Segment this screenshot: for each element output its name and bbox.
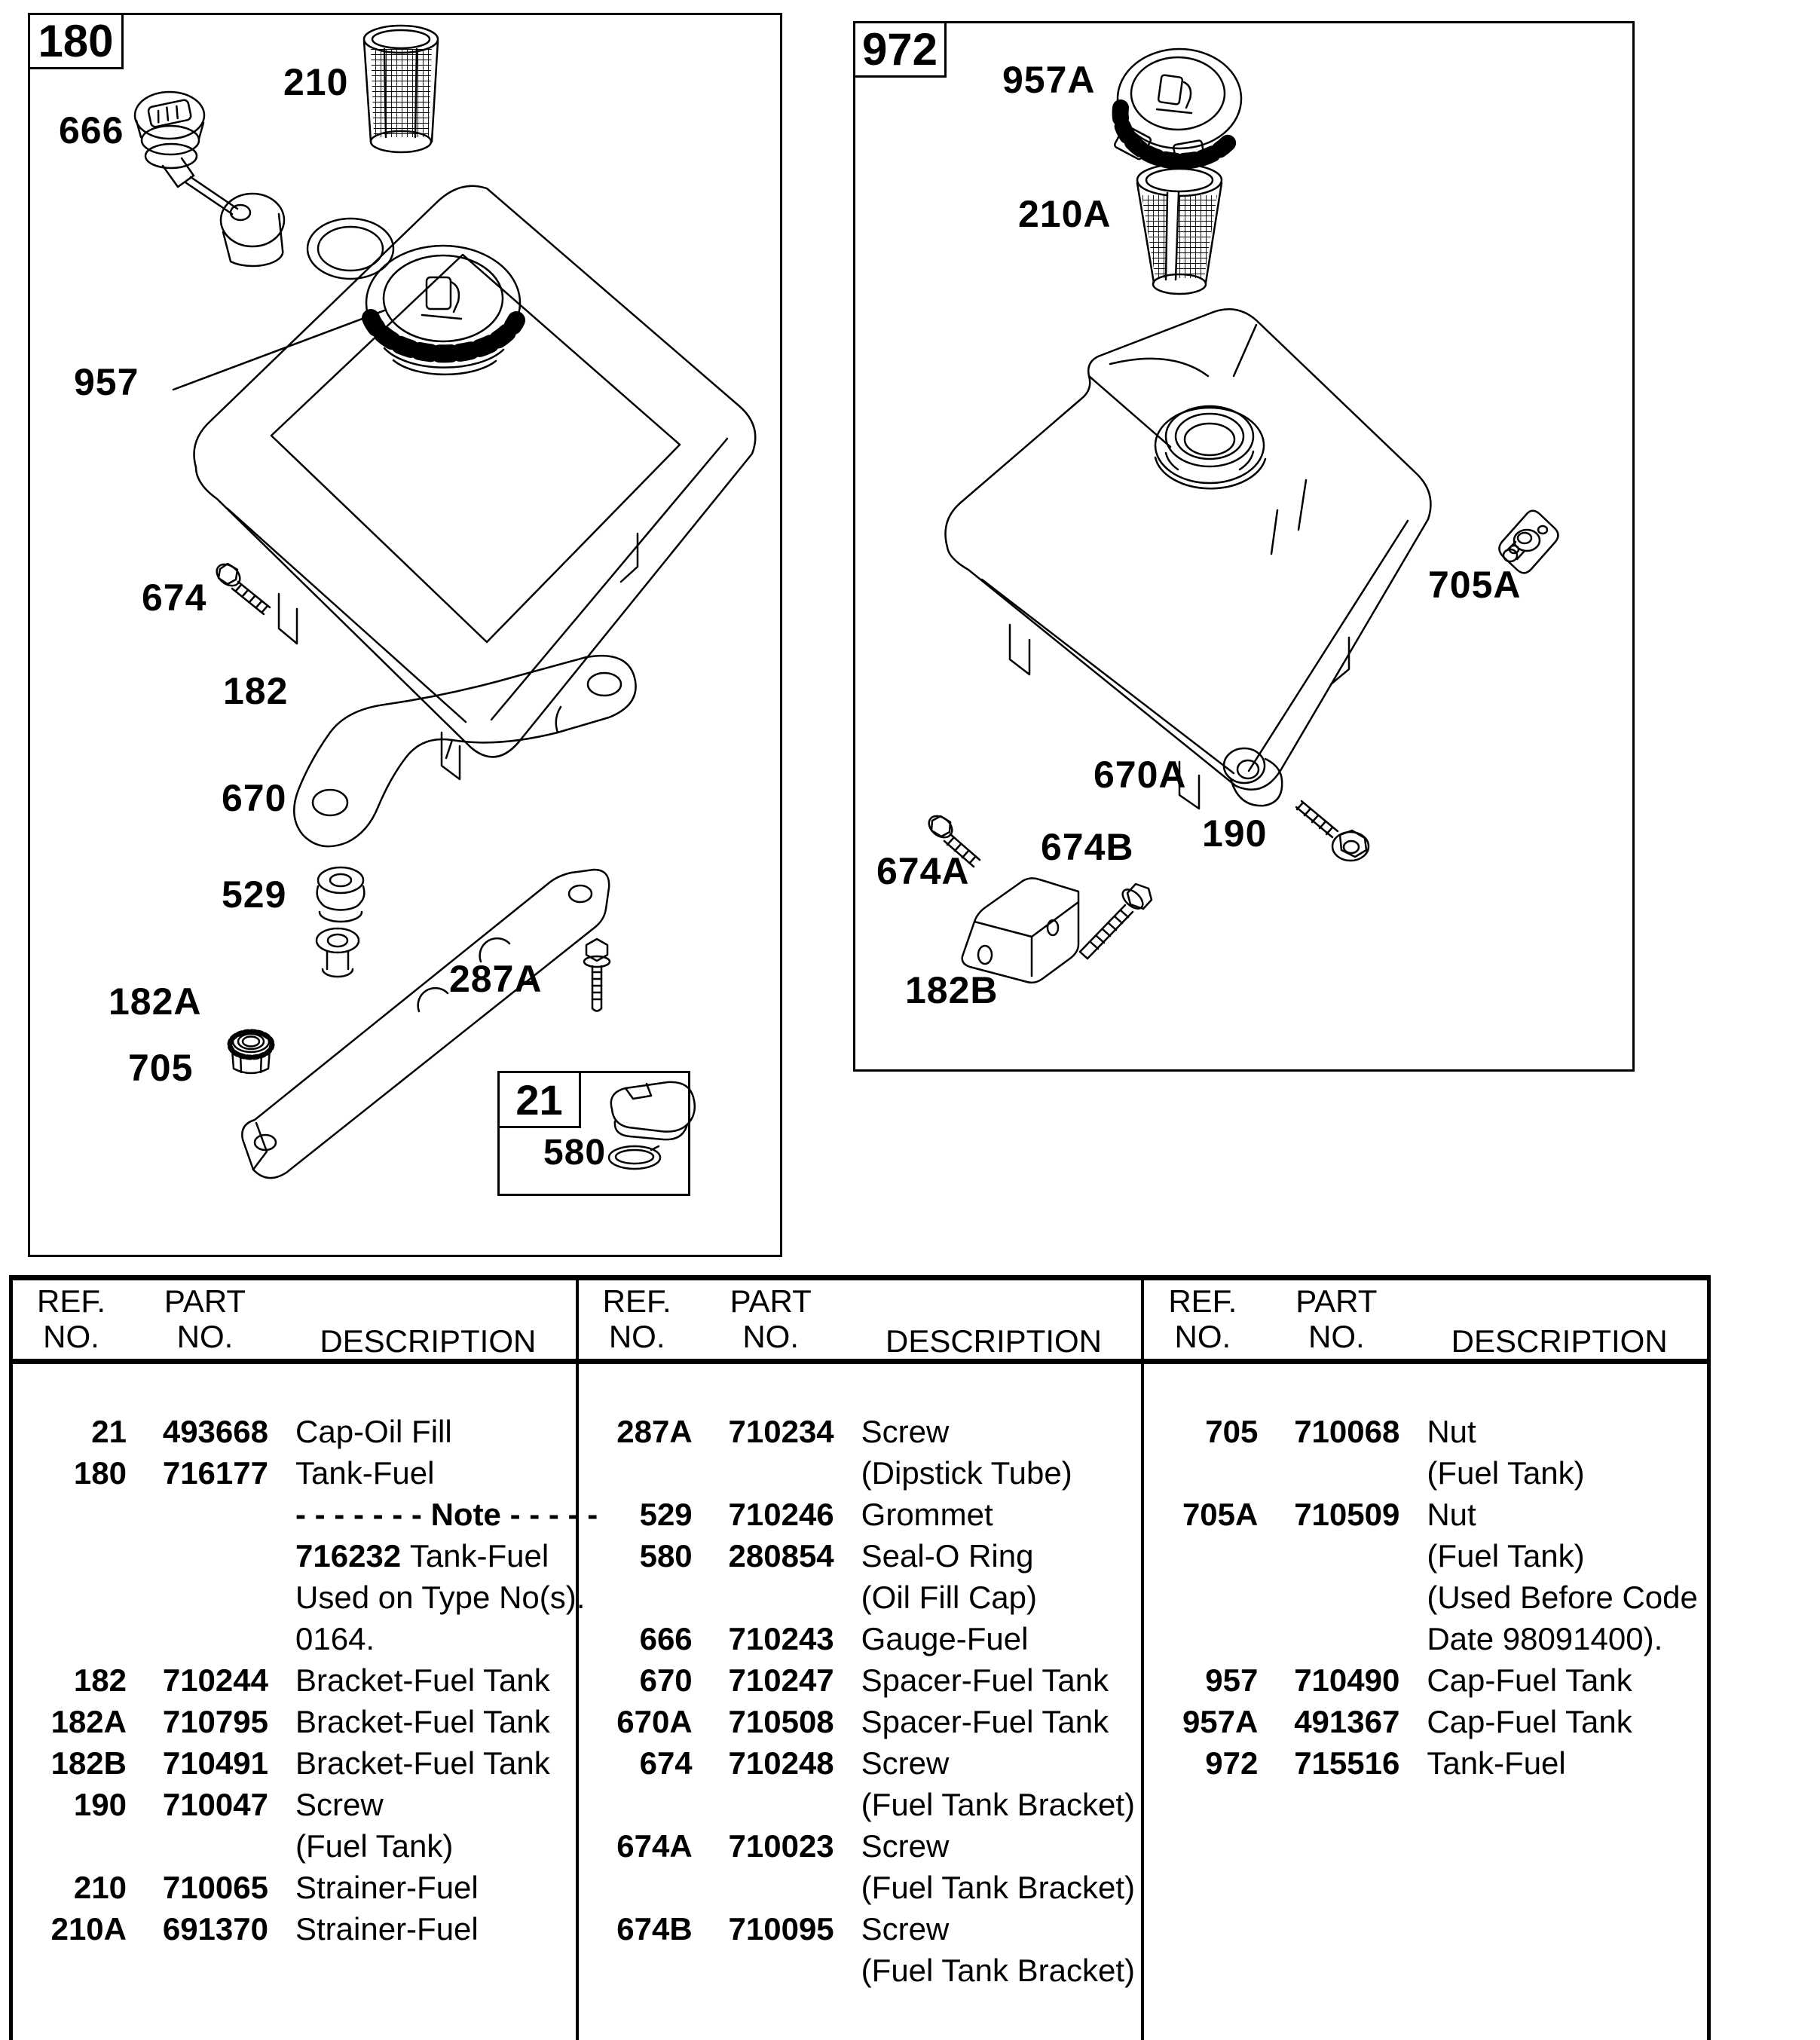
header-ref-line1: REF. [36, 1283, 106, 1319]
ref-no-cell [13, 1494, 130, 1535]
part-no-cell [1261, 1577, 1412, 1618]
ref-no-cell [13, 1618, 130, 1659]
part-no-cell: 710065 [162, 1870, 268, 1905]
callout-210: 210 [283, 61, 349, 103]
inset-box-21 [497, 1071, 690, 1196]
diagram-180-box-label-text: 180 [38, 16, 114, 66]
description-cell: 716232 Tank-Fuel [295, 1538, 549, 1574]
table-row-continuation [579, 1867, 1142, 1908]
header-ref-line2: NO. [608, 1319, 665, 1354]
part-no-cell: 710508 [728, 1704, 834, 1739]
ref-no-cell [1144, 1452, 1261, 1494]
part-no-cell [1261, 1535, 1412, 1577]
description-cell: Bracket-Fuel Tank [295, 1662, 550, 1698]
ref-no-cell: 182B [50, 1745, 127, 1781]
description-cell: Bracket-Fuel Tank [295, 1745, 550, 1781]
header-description-text: DESCRIPTION [885, 1323, 1103, 1359]
callout-705a: 705A [1428, 564, 1522, 606]
ref-no-cell: 180 [73, 1455, 127, 1491]
table-row [579, 1908, 1142, 1950]
table-row [13, 1411, 576, 1452]
ref-no-cell [13, 1577, 130, 1618]
part-no-cell: 710068 [1294, 1414, 1400, 1449]
ref-no-cell: 210A [50, 1911, 127, 1947]
ref-no-cell: 705 [1205, 1414, 1259, 1449]
table-row-continuation [13, 1535, 576, 1577]
ref-no-cell [579, 1577, 696, 1618]
table-row [579, 1742, 1142, 1784]
part-no-cell: 710491 [162, 1745, 268, 1781]
header-ref-no [13, 1283, 130, 1359]
part-no-cell: 710243 [728, 1621, 834, 1656]
table-body-column-3 [1144, 1364, 1707, 1784]
callout-674b: 674B [1041, 826, 1134, 868]
table-row [579, 1659, 1142, 1701]
ref-no-cell [1144, 1577, 1261, 1618]
header-part-line2: NO. [1308, 1319, 1365, 1354]
description-cell: Screw [861, 1745, 950, 1781]
ref-no-cell [579, 1867, 696, 1908]
header-description [280, 1283, 576, 1359]
table-row-continuation [13, 1494, 598, 1535]
callout-182b: 182B [905, 969, 999, 1011]
callout-287a: 287A [449, 958, 543, 1000]
callout-190: 190 [1202, 812, 1268, 855]
part-no-cell: 710023 [728, 1828, 834, 1864]
header-ref-line2: NO. [43, 1319, 99, 1354]
table-row [13, 1908, 576, 1950]
callout-210a: 210A [1018, 193, 1112, 235]
description-cell: Used on Type No(s). [295, 1580, 586, 1615]
ref-no-cell: 580 [639, 1538, 693, 1574]
callout-957-leader-line [173, 310, 384, 390]
description-cell: (Fuel Tank) [1427, 1455, 1585, 1491]
description-cell: (Oil Fill Cap) [861, 1580, 1038, 1615]
inset-box-21-label [497, 1071, 581, 1128]
part-no-cell: 710795 [162, 1704, 268, 1739]
table-row-continuation [13, 1618, 576, 1659]
ref-no-cell [13, 1825, 130, 1867]
ref-no-cell: 529 [639, 1497, 693, 1532]
ref-no-cell: 666 [639, 1621, 693, 1656]
description-cell: Strainer-Fuel [295, 1870, 479, 1905]
diagram-972-box-label [853, 21, 947, 78]
nut-705-drawing [230, 1031, 272, 1073]
screw-287a-drawing [584, 939, 610, 1011]
fuel-cap-957a-drawing [1114, 49, 1241, 167]
description-cell: Cap-Fuel Tank [1427, 1704, 1632, 1739]
parts-table [9, 1275, 1711, 2040]
callout-670: 670 [222, 777, 287, 819]
description-cell: Gauge-Fuel [861, 1621, 1029, 1656]
header-ref-no [1144, 1283, 1261, 1359]
table-row-continuation [13, 1577, 586, 1618]
table-row [13, 1742, 576, 1784]
header-part-line1: PART [164, 1283, 246, 1319]
ref-no-cell [579, 1950, 696, 1991]
part-no-cell [130, 1494, 280, 1535]
bracket-182b-drawing [962, 878, 1078, 983]
description-cell: Spacer-Fuel Tank [861, 1704, 1109, 1739]
description-cell: (Fuel Tank) [1427, 1538, 1585, 1574]
header-part-no [696, 1283, 846, 1359]
callout-580: 580 [543, 1133, 607, 1173]
table-row-continuation [579, 1577, 1142, 1618]
table-row-continuation [1144, 1618, 1707, 1659]
table-row-continuation [1144, 1535, 1707, 1577]
description-cell: - - - - - - - Note - - - - - [295, 1497, 598, 1532]
part-no-cell [1261, 1452, 1412, 1494]
description-cell: Screw [861, 1414, 950, 1449]
table-row [13, 1659, 576, 1701]
part-no-cell [130, 1618, 280, 1659]
diagram-180-box-label [28, 13, 124, 69]
description-cell: Nut [1427, 1497, 1476, 1532]
callout-957: 957 [74, 361, 139, 403]
ref-no-cell: 210 [73, 1870, 127, 1905]
table-row-continuation [13, 1825, 576, 1867]
callout-674a: 674A [876, 850, 970, 892]
header-description [1412, 1283, 1707, 1359]
parts-table-column-1 [13, 1280, 598, 2040]
table-body-column-1 [13, 1364, 598, 1950]
part-no-cell: 710490 [1294, 1662, 1400, 1698]
spacer-670-drawing [317, 928, 359, 977]
screw-674-drawing [213, 560, 270, 614]
exploded-diagram-180 [28, 13, 782, 1257]
ref-no-cell: 674 [639, 1745, 693, 1781]
ref-no-cell: 957 [1205, 1662, 1259, 1698]
ref-no-cell [13, 1535, 130, 1577]
ref-no-cell: 957A [1182, 1704, 1259, 1739]
ref-no-cell [579, 1784, 696, 1825]
header-part-no [130, 1283, 280, 1359]
description-cell: Bracket-Fuel Tank [295, 1704, 550, 1739]
part-no-cell [696, 1452, 846, 1494]
part-no-cell [1261, 1618, 1412, 1659]
part-no-cell: 710248 [728, 1745, 834, 1781]
table-row-continuation [579, 1784, 1142, 1825]
part-no-cell: 710246 [728, 1497, 834, 1532]
part-no-cell: 280854 [728, 1538, 834, 1574]
part-no-cell: 710244 [162, 1662, 268, 1698]
table-row [1144, 1494, 1707, 1535]
ref-no-cell: 674A [616, 1828, 693, 1864]
fuel-cap-957-drawing [366, 246, 520, 375]
part-no-cell: 710047 [162, 1787, 268, 1822]
table-row-continuation [1144, 1577, 1707, 1618]
description-cell: Tank-Fuel [1427, 1745, 1566, 1781]
part-no-cell [696, 1867, 846, 1908]
exploded-diagram-972 [853, 21, 1635, 1072]
ref-no-cell: 190 [73, 1787, 127, 1822]
callout-705: 705 [128, 1047, 194, 1089]
part-no-cell [130, 1577, 280, 1618]
part-no-cell: 716177 [162, 1455, 268, 1491]
header-part-line2: NO. [742, 1319, 799, 1354]
table-row [579, 1825, 1142, 1867]
table-body-column-2 [579, 1364, 1142, 1991]
description-cell: Date 98091400). [1427, 1621, 1663, 1656]
table-header [13, 1280, 576, 1364]
table-row-continuation [579, 1452, 1142, 1494]
fuel-tank-972-drawing [946, 309, 1431, 809]
table-row [1144, 1659, 1707, 1701]
header-part-no [1261, 1283, 1412, 1359]
part-no-cell: 491367 [1294, 1704, 1400, 1739]
table-header [1144, 1280, 1707, 1364]
callout-670a: 670A [1094, 754, 1187, 796]
table-row-continuation [579, 1950, 1142, 1991]
description-cell: Seal-O Ring [861, 1538, 1034, 1574]
description-cell: (Fuel Tank) [295, 1828, 454, 1864]
part-no-cell [130, 1535, 280, 1577]
part-no-cell [130, 1825, 280, 1867]
part-no-cell: 710234 [728, 1414, 834, 1449]
table-row [579, 1411, 1142, 1452]
table-row [13, 1701, 576, 1742]
fuel-strainer-drawing [364, 26, 438, 152]
header-ref-line2: NO. [1174, 1319, 1231, 1354]
part-no-cell [696, 1577, 846, 1618]
callout-182a: 182A [109, 980, 202, 1023]
header-description [846, 1283, 1142, 1359]
description-cell: Nut [1427, 1414, 1476, 1449]
ref-no-cell: 972 [1205, 1745, 1259, 1781]
table-row [1144, 1701, 1707, 1742]
part-no-cell [696, 1950, 846, 1991]
part-no-cell: 715516 [1294, 1745, 1400, 1781]
callout-182: 182 [223, 670, 289, 712]
header-ref-no [579, 1283, 696, 1359]
part-no-cell: 710509 [1294, 1497, 1400, 1532]
table-header [579, 1280, 1142, 1364]
callout-529: 529 [222, 873, 287, 916]
bracket-182-drawing [294, 656, 635, 846]
part-no-cell: 710095 [728, 1911, 834, 1947]
description-cell: Screw [295, 1787, 384, 1822]
ref-no-cell: 670A [616, 1704, 693, 1739]
description-cell: Strainer-Fuel [295, 1911, 479, 1947]
grommet-529-drawing [317, 867, 365, 922]
header-ref-line1: REF. [1168, 1283, 1237, 1319]
table-row [579, 1618, 1142, 1659]
ref-no-cell [1144, 1618, 1261, 1659]
description-cell: (Dipstick Tube) [861, 1455, 1072, 1491]
header-description-text: DESCRIPTION [1451, 1323, 1668, 1359]
ref-no-cell: 670 [639, 1662, 693, 1698]
diagram-972-line-art [855, 23, 1632, 1069]
description-cell: Tank-Fuel [295, 1455, 435, 1491]
inset-box-21-label-text: 21 [515, 1075, 563, 1124]
part-no-cell: 710247 [728, 1662, 834, 1698]
description-cell: Cap-Oil Fill [295, 1414, 452, 1449]
description-cell: Screw [861, 1828, 950, 1864]
screw-190-drawing [1296, 801, 1369, 861]
screw-674b-drawing [1080, 884, 1152, 959]
header-part-line2: NO. [176, 1319, 234, 1354]
table-row-continuation [1144, 1452, 1707, 1494]
part-no-cell: 493668 [162, 1414, 268, 1449]
header-part-line1: PART [1295, 1283, 1378, 1319]
ref-no-cell [579, 1452, 696, 1494]
header-part-line1: PART [730, 1283, 812, 1319]
fuel-gauge-drawing [135, 92, 284, 266]
callout-674: 674 [142, 577, 207, 619]
description-cell: Grommet [861, 1497, 993, 1532]
spacer-670a-drawing [1224, 748, 1282, 806]
table-row [13, 1784, 576, 1825]
part-no-cell [696, 1784, 846, 1825]
ref-no-cell: 287A [616, 1414, 693, 1449]
description-cell: (Fuel Tank Bracket) [861, 1870, 1136, 1905]
table-row [579, 1701, 1142, 1742]
ref-no-cell: 182A [50, 1704, 127, 1739]
parts-table-column-3 [1141, 1280, 1707, 2040]
part-no-cell: 691370 [162, 1911, 268, 1947]
description-cell: (Fuel Tank Bracket) [861, 1787, 1136, 1822]
callout-666: 666 [59, 109, 124, 151]
description-cell: (Fuel Tank Bracket) [861, 1953, 1136, 1988]
description-cell: Screw [861, 1911, 950, 1947]
header-ref-line1: REF. [602, 1283, 671, 1319]
description-cell: Cap-Fuel Tank [1427, 1662, 1632, 1698]
diagram-972-box-label-text: 972 [861, 24, 938, 75]
table-row [579, 1535, 1142, 1577]
ref-no-cell: 674B [616, 1911, 693, 1947]
callout-957a: 957A [1002, 59, 1096, 101]
description-cell: (Used Before Code [1427, 1580, 1698, 1615]
ref-no-cell: 21 [91, 1414, 127, 1449]
table-row [13, 1452, 576, 1494]
parts-table-column-2 [576, 1280, 1142, 2040]
header-description-text: DESCRIPTION [320, 1323, 537, 1359]
ref-no-cell: 182 [73, 1662, 127, 1698]
fuel-strainer-210a-drawing [1137, 164, 1222, 294]
table-row [1144, 1742, 1707, 1784]
description-cell: 0164. [295, 1621, 375, 1656]
table-row [1144, 1411, 1707, 1452]
description-cell: Spacer-Fuel Tank [861, 1662, 1109, 1698]
table-row [13, 1867, 576, 1908]
ref-no-cell [1144, 1535, 1261, 1577]
ref-no-cell: 705A [1182, 1497, 1259, 1532]
table-row [579, 1494, 1142, 1535]
